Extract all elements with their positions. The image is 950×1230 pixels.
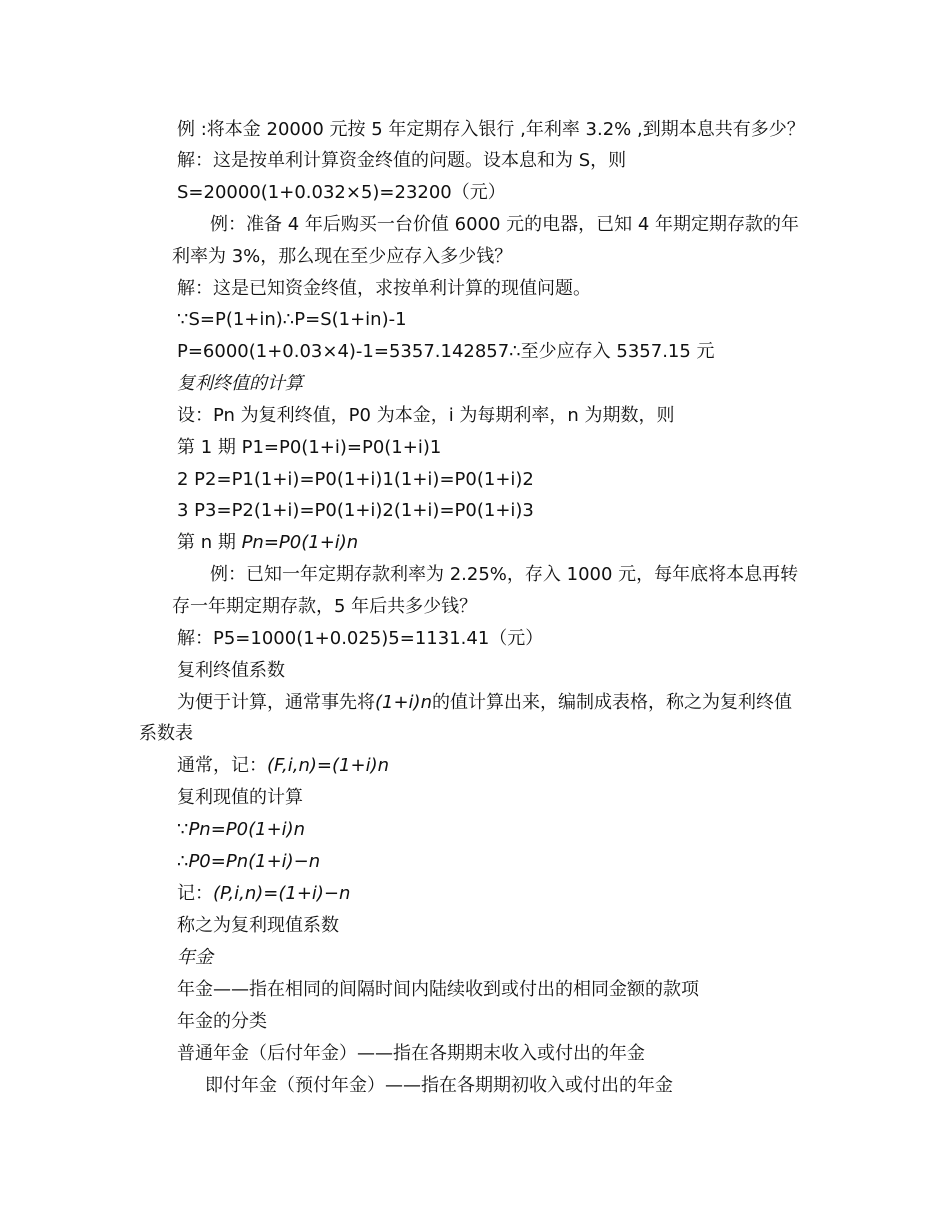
present-factor-line: 称之为复利现值系数 — [177, 915, 339, 936]
notation-label: 通常，记： — [177, 755, 267, 776]
record-formula: (P,i,n)=(1+i)−n — [213, 883, 351, 904]
factor-table-note — [177, 690, 792, 716]
example-2-question-cont: 利率为 3%，那么现在至少应存入多少钱？ — [172, 246, 513, 267]
example-1-formula: S=20000(1+0.032×5)=23200（元） — [177, 182, 506, 203]
ordinary-annuity: 普通年金（后付年金）——指在各期期末收入或付出的年金 — [177, 1043, 645, 1064]
since-formula: Pn=P0(1+i)n — [188, 819, 306, 840]
period-3-formula: 3 P3=P2(1+i)=P0(1+i)2(1+i)=P0(1+i)3 — [177, 500, 534, 521]
factor-table-note-cont: 系数表 — [139, 723, 193, 744]
example-2-derivation: ∵S=P(1+in)∴P=S(1+in)-1 — [177, 309, 407, 330]
factor-table-note-post: 的值计算出来，编制成表格，称之为复利终值 — [432, 692, 792, 713]
example-2-question: 例：准备 4 年后购买一台价值 6000 元的电器，已知 4 年期定期存款的年 — [210, 214, 800, 235]
therefore-line — [177, 849, 320, 875]
notation-line — [177, 753, 389, 779]
example-1-question: 例 :将本金 20000 元按 5 年定期存入银行 ,年利率 3.2% ,到期本息共有多少？ — [177, 119, 805, 140]
example-2-solution: 解：这是已知资金终值，求按单利计算的现值问题。 — [177, 278, 591, 299]
example-3-question-cont: 存一年期定期存款，5 年后共多少钱？ — [172, 596, 478, 617]
factor-table-note-pre: 为便于计算，通常事先将 — [177, 692, 375, 713]
annuity-definition: 年金——指在相同的间隔时间内陆续收到或付出的相同金额的款项 — [177, 979, 699, 1000]
record-label: 记： — [177, 883, 213, 904]
annuity-heading: 年金 — [177, 947, 213, 968]
compound-factor-heading: 复利终值系数 — [177, 660, 285, 681]
period-1-formula: 第 1 期 P1=P0(1+i)=P0(1+i)1 — [177, 437, 442, 458]
period-n-formula — [177, 530, 358, 556]
period-n-expression: Pn=P0(1+i)n — [241, 532, 359, 553]
example-2-result: P=6000(1+0.03×4)-1=5357.142857∴至少应存入 5357.15 元 — [177, 341, 715, 362]
annuity-types-heading: 年金的分类 — [177, 1011, 267, 1032]
example-3-solution: 解：P5=1000(1+0.025)5=1131.41（元） — [177, 628, 544, 649]
record-line — [177, 881, 350, 907]
since-line — [177, 817, 305, 843]
factor-table-formula: (1+i)n — [375, 692, 432, 713]
therefore-symbol: ∴ — [177, 851, 189, 872]
example-1-solution: 解：这是按单利计算资金终值的问题。设本息和为 S，则 — [177, 150, 627, 171]
compound-final-value-heading: 复利终值的计算 — [177, 373, 303, 394]
period-n-label: 第 n 期 — [177, 532, 242, 553]
present-value-heading: 复利现值的计算 — [177, 787, 303, 808]
since-symbol: ∵ — [177, 819, 189, 840]
example-3-question: 例：已知一年定期存款利率为 2.25%，存入 1000 元，每年底将本息再转 — [210, 564, 799, 585]
therefore-formula: P0=Pn(1+i)−n — [188, 851, 321, 872]
notation-formula: (F,i,n)=(1+i)n — [267, 755, 390, 776]
annuity-due: 即付年金（预付年金）——指在各期期初收入或付出的年金 — [205, 1075, 673, 1096]
period-2-formula: 2 P2=P1(1+i)=P0(1+i)1(1+i)=P0(1+i)2 — [177, 469, 534, 490]
compound-definition: 设：Pn 为复利终值，P0 为本金，i 为每期利率，n 为期数，则 — [177, 405, 675, 426]
